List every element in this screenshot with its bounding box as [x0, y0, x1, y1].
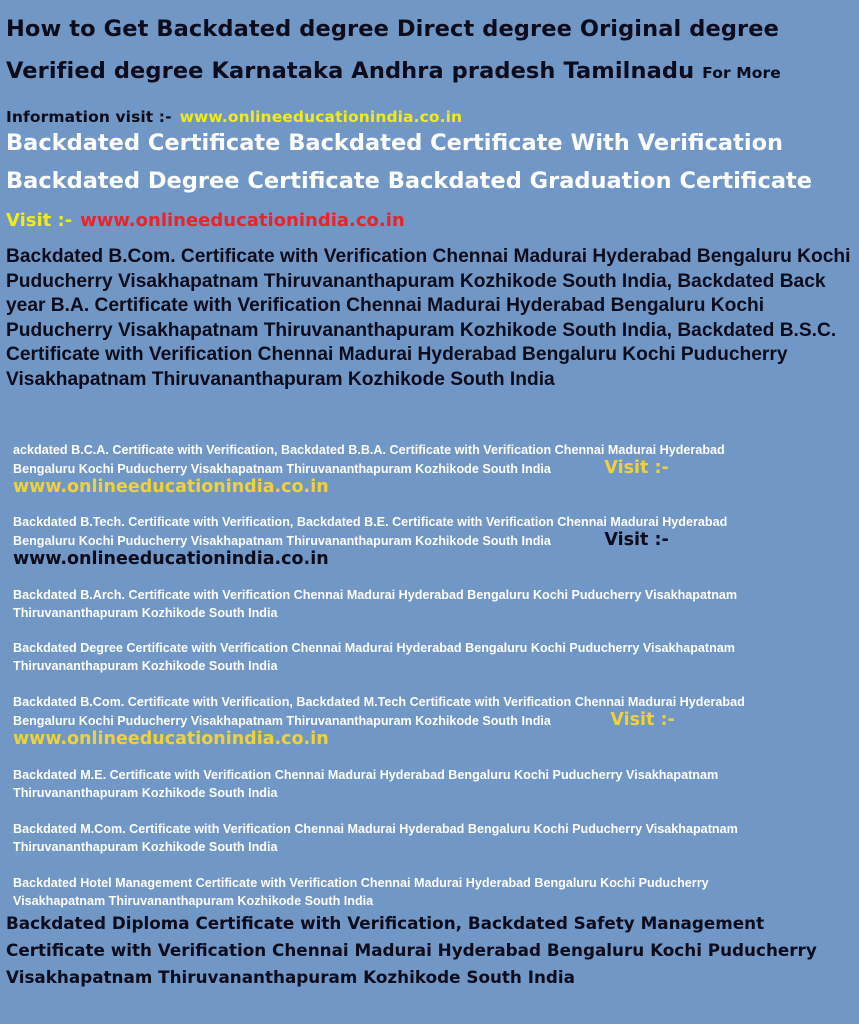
- paragraph-text: Backdated M.Com. Certificate with Verification Chennai Madurai Hyderabad Bengaluru Kochi Puducherry Visakhapatnam Thiruvananthapuram Kozhikode South India: [13, 822, 738, 854]
- paragraph-text: Backdated Degree Certificate with Verification Chennai Madurai Hyderabad Bengaluru Kochi Puducherry Visakhapatnam Thiruvananthapuram Kozhikode South India: [13, 641, 736, 673]
- subheading: [6, 124, 856, 240]
- paragraph-text: Backdated B.Tech. Certificate with Verification, Backdated B.E. Certificate with Verification Chennai Madurai Hyderabad Bengaluru Kochi Puducherry Visakhapatnam Thiruvananthapuram Kozhikode South India: [13, 515, 728, 548]
- paragraph-text: Backdated Hotel Management Certificate with Verification Chennai Madurai Hyderabad Bengaluru Kochi Puducherry Visakhapatnam Thiruvananthapuram Kozhikode South India: [13, 876, 709, 908]
- page-heading: [6, 8, 856, 138]
- visit-url-link[interactable]: Visit :- www.onlineeducationindia.co.in: [13, 710, 675, 749]
- paragraph-text: Backdated B.Com. Certificate with Verification, Backdated M.Tech Certificate with Verification Chennai Madurai Hyderabad Bengaluru Kochi Puducherry Visakhapatnam Thiruvananthapuram Kozhikode South India: [13, 695, 745, 728]
- intro-paragraph: Backdated B.Com. Certificate with Verification Chennai Madurai Hyderabad Bengaluru Kochi Puducherry Visakhapatnam Thiruvananthapuram Kozhikode South India, Backdated Back year B.A. Certificate with Verification Chennai Madurai Hyderabad Bengaluru Kochi Puducherry Visakhapatnam Thiruvananthapuram Kozhikode South India, Backdated B.S.C. Certificate with Verification Chennai Madurai Hyderabad Bengaluru Kochi Puducherry Visakhapatnam Thiruvananthapuram Kozhikode South India: [6, 246, 851, 390]
- heading-title: How to Get Backdated degree Direct degree Original degree Verified degree Karnataka Andhra pradesh Tamilnadu: [6, 16, 779, 84]
- paragraph-me: [13, 766, 773, 802]
- closing-paragraph: Backdated Diploma Certificate with Verification, Backdated Safety Management Certificate with Verification Chennai Madurai Hyderabad Bengaluru Kochi Puducherry Visakhapatnam Thiruvananthapuram Kozhikode South India: [6, 913, 817, 987]
- paragraph-text: Backdated M.E. Certificate with Verification Chennai Madurai Hyderabad Bengaluru Kochi Puducherry Visakhapatnam Thiruvananthapuram Kozhikode South India: [13, 768, 719, 800]
- subheading-url-link[interactable]: www.onlineeducationindia.co.in: [80, 210, 405, 231]
- visit-url-link[interactable]: Visit :- www.onlineeducationindia.co.in: [13, 458, 669, 497]
- paragraph-mtech: [13, 693, 773, 749]
- heading-url-link[interactable]: www.onlineeducationindia.co.in: [179, 108, 463, 126]
- paragraph-bca: [13, 441, 773, 497]
- paragraph-degree: [13, 639, 773, 675]
- subheading-text: Backdated Certificate Backdated Certificate With Verification Backdated Degree Certificate Backdated Graduation Certificate: [6, 130, 813, 194]
- paragraph-mcom: [13, 820, 773, 856]
- paragraph-hotel-management: [13, 874, 773, 910]
- paragraph-barch: [13, 586, 773, 622]
- paragraph-text: ackdated B.C.A. Certificate with Verification, Backdated B.B.A. Certificate with Verification Chennai Madurai Hyderabad Bengaluru Kochi Puducherry Visakhapatnam Thiruvananthapuram Kozhikode South India: [13, 443, 725, 476]
- subheading-visit-label: Visit :-: [6, 210, 73, 231]
- info-prefix: For More Information visit :-: [6, 64, 781, 126]
- visit-url-link[interactable]: Visit :- www.onlineeducationindia.co.in: [13, 530, 669, 569]
- paragraph-text: Backdated B.Arch. Certificate with Verification Chennai Madurai Hyderabad Bengaluru Kochi Puducherry Visakhapatnam Thiruvananthapuram Kozhikode South India: [13, 588, 738, 620]
- paragraph-btech: [13, 513, 773, 569]
